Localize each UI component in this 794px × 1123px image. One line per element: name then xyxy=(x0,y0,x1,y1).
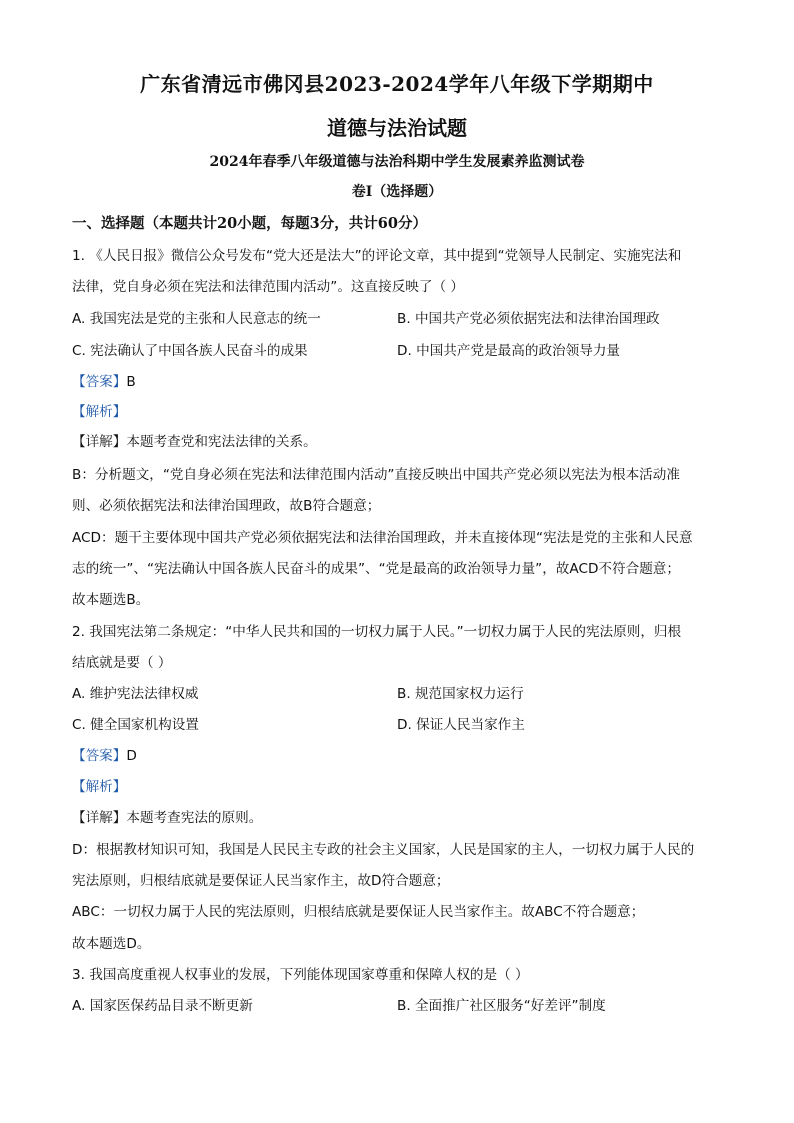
analysis-tag: 【解析】 xyxy=(72,779,127,795)
q1-stem-line2: 法律，党自身必须在宪法和法律范围内活动”。这直接反映了（ ） xyxy=(72,279,464,295)
q1-option-a: A. 我国宪法是党的主张和人民意志的统一 xyxy=(72,311,321,327)
answer-tag: 【答案】 xyxy=(72,374,127,390)
analysis-tag: 【解析】 xyxy=(72,404,127,420)
answer-value: D xyxy=(126,748,137,764)
q3-option-a: A. 国家医保药品目录不断更新 xyxy=(72,998,253,1014)
q1-explanation-line1: B：分析题文，“党自身必须在宪法和法律范围内活动”直接反映出中国共产党必须以宪法为根本活动准 xyxy=(72,467,680,483)
q1-answer xyxy=(72,370,724,390)
q2-explanation-line3: ABC：一切权力属于人民的宪法原则，归根结底就是要保证人民当家作主。故ABC不符合题意； xyxy=(72,904,645,920)
q2-analysis-tag xyxy=(72,775,724,795)
detail-text: 本题考查党和宪法法律的关系。 xyxy=(126,434,317,450)
page-title-subject: 道德与法治试题 xyxy=(327,116,467,140)
answer-value: B xyxy=(126,374,136,390)
page-title: 广东省清远市佛冈县2023-2024学年八年级下学期期中 xyxy=(140,72,654,96)
q2-explanation-line1: D：根据教材知识可知，我国是人民民主专政的社会主义国家，人民是国家的主人，一切权力属于人民的 xyxy=(72,842,695,858)
q3-stem-line1: 3. 我国高度重视人权事业的发展，下列能体现国家尊重和保障人权的是（ ） xyxy=(72,967,529,983)
q1-stem-line1: 1. 《人民日报》微信公众号发布“党大还是法大”的评论文章，其中提到“党领导人民制定、实施宪法和 xyxy=(72,248,682,264)
q2-option-c: C. 健全国家机构设置 xyxy=(72,717,199,733)
q2-detail xyxy=(72,806,724,826)
answer-tag: 【答案】 xyxy=(72,748,127,764)
q1-option-b: B. 中国共产党必须依据宪法和法律治国理政 xyxy=(397,311,660,327)
q1-explanation-line4: 志的统一”、“宪法确认中国各族人民奋斗的成果”、“党是最高的政治领导力量”，故ACD不符合题意； xyxy=(72,561,680,577)
detail-text: 本题考查宪法的原则。 xyxy=(126,810,263,826)
q1-explanation-line3: ACD：题干主要体现中国共产党必须依据宪法和法律治国理政，并未直接体现“宪法是党的主张和人民意 xyxy=(72,530,693,546)
detail-tag: 【详解】 xyxy=(72,810,127,826)
section-heading: 一、选择题（本题共计20小题，每题3分，共计60分） xyxy=(72,215,427,232)
q2-answer xyxy=(72,744,724,764)
q2-option-b: B. 规范国家权力运行 xyxy=(397,686,524,702)
q2-explanation-line2: 宪法原则，归根结底就是要保证人民当家作主，故D符合题意； xyxy=(72,873,450,889)
detail-tag: 【详解】 xyxy=(72,434,127,450)
q1-explanation-line2: 则、必须依据宪法和法律治国理政，故B符合题意； xyxy=(72,498,381,514)
q1-analysis-tag xyxy=(72,400,724,420)
q2-option-d: D. 保证人民当家作主 xyxy=(397,717,525,733)
volume-label: 卷Ⅰ（选择题） xyxy=(351,184,443,200)
q1-option-c: C. 宪法确认了中国各族人民奋斗的成果 xyxy=(72,343,308,359)
q3-option-b: B. 全面推广社区服务“好差评”制度 xyxy=(397,998,606,1014)
q1-conclusion: 故本题选B。 xyxy=(72,592,150,608)
q1-option-d: D. 中国共产党是最高的政治领导力量 xyxy=(397,343,621,359)
q2-conclusion: 故本题选D。 xyxy=(72,936,151,952)
q2-option-a: A. 维护宪法法律权威 xyxy=(72,686,199,702)
q1-detail xyxy=(72,430,724,450)
q2-stem-line2: 结底就是要（ ） xyxy=(72,655,172,671)
exam-subtitle: 2024年春季八年级道德与法治科期中学生发展素养监测试卷 xyxy=(209,154,585,170)
q2-stem-line1: 2. 我国宪法第二条规定：“中华人民共和国的一切权力属于人民。”一切权力属于人民的宪法原则，归根 xyxy=(72,624,682,640)
